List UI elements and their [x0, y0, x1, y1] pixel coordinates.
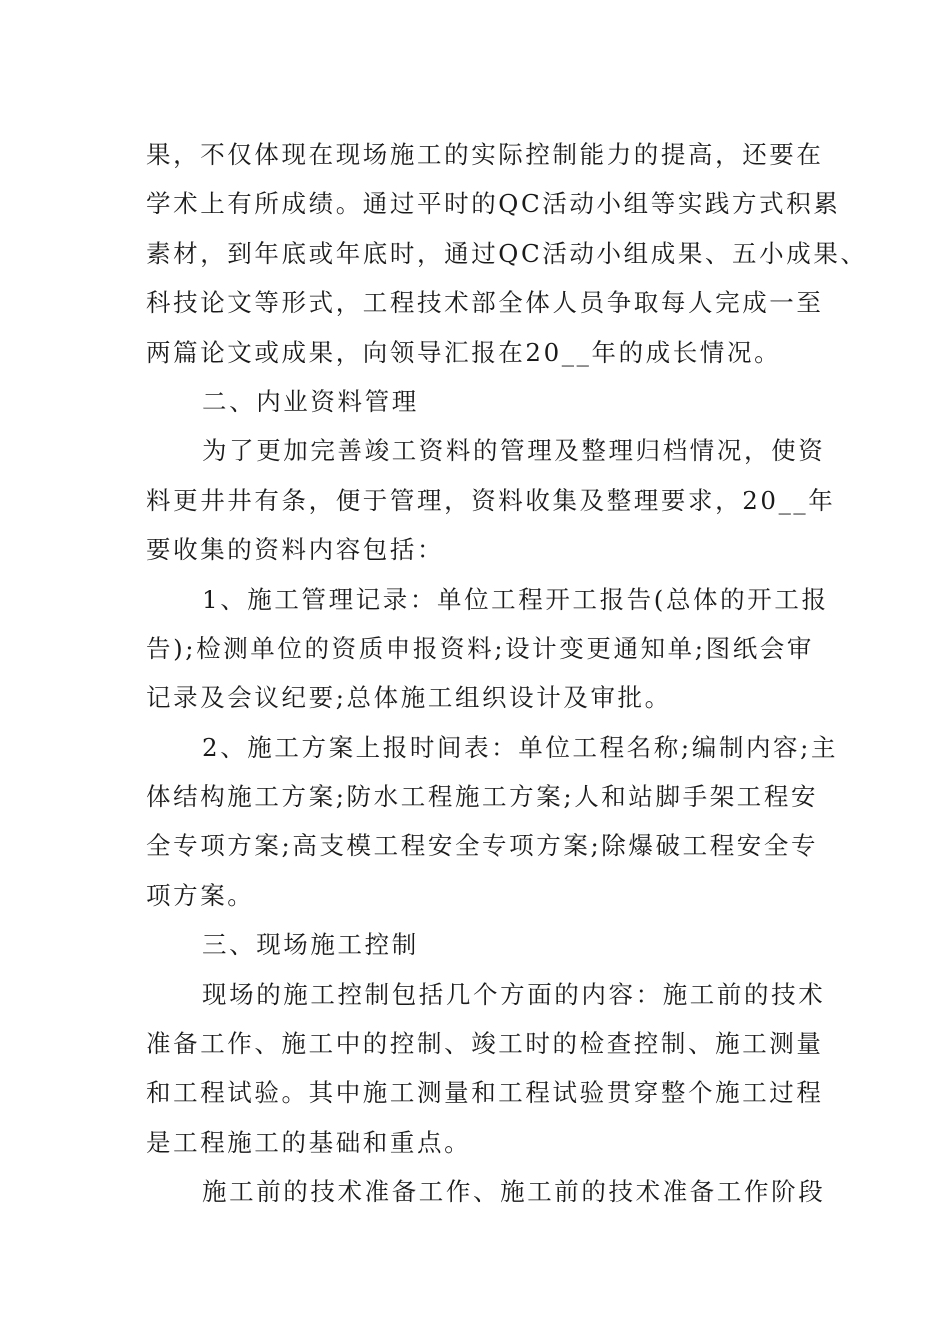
document-body [146, 130, 868, 1217]
text-line: 1、施工管理记录：单位工程开工报告(总体的开工报 [202, 584, 829, 614]
text-line: 施工前的技术准备工作、施工前的技术准备工作阶段 [202, 1177, 826, 1207]
text-line: 两篇论文或成果，向领导汇报在20__年的成长情况。 [146, 337, 782, 367]
text-line: 2、施工方案上报时间表：单位工程名称;编制内容;主 [202, 732, 839, 762]
text-line: 体结构施工方案;防水工程施工方案;人和站脚手架工程安 [146, 782, 819, 812]
text-line: 是工程施工的基础和重点。 [146, 1127, 472, 1157]
text-line: 三、现场施工控制 [202, 930, 419, 960]
text-line: 科技论文等形式，工程技术部全体人员争取每人完成一至 [146, 288, 824, 318]
text-line: 果，不仅体现在现场施工的实际控制能力的提高，还要在 [146, 140, 824, 169]
text-line: 项方案。 [146, 880, 255, 910]
text-line: 准备工作、施工中的控制、竣工时的检查控制、施工测量 [146, 1029, 824, 1059]
text-line: 和工程试验。其中施工测量和工程试验贯穿整个施工过程 [146, 1078, 824, 1108]
text-line: 学术上有所成绩。通过平时的QC活动小组等实践方式积累 [146, 189, 841, 219]
text-line: 素材，到年底或年底时，通过QC活动小组成果、五小成果、 [146, 238, 868, 268]
text-line: 告);检测单位的资质申报资料;设计变更通知单;图纸会审 [146, 633, 815, 663]
text-line: 要收集的资料内容包括： [146, 535, 445, 565]
text-line: 为了更加完善竣工资料的管理及整理归档情况，使资 [202, 436, 826, 466]
text-line: 现场的施工控制包括几个方面的内容：施工前的技术 [202, 979, 826, 1009]
text-line: 记录及会议纪要;总体施工组织设计及审批。 [146, 683, 672, 713]
text-line: 二、内业资料管理 [202, 386, 419, 416]
text-line: 全专项方案;高支模工程安全专项方案;除爆破工程安全专 [146, 831, 819, 861]
text-line: 料更井井有条，便于管理，资料收集及整理要求，20__年 [146, 485, 836, 515]
